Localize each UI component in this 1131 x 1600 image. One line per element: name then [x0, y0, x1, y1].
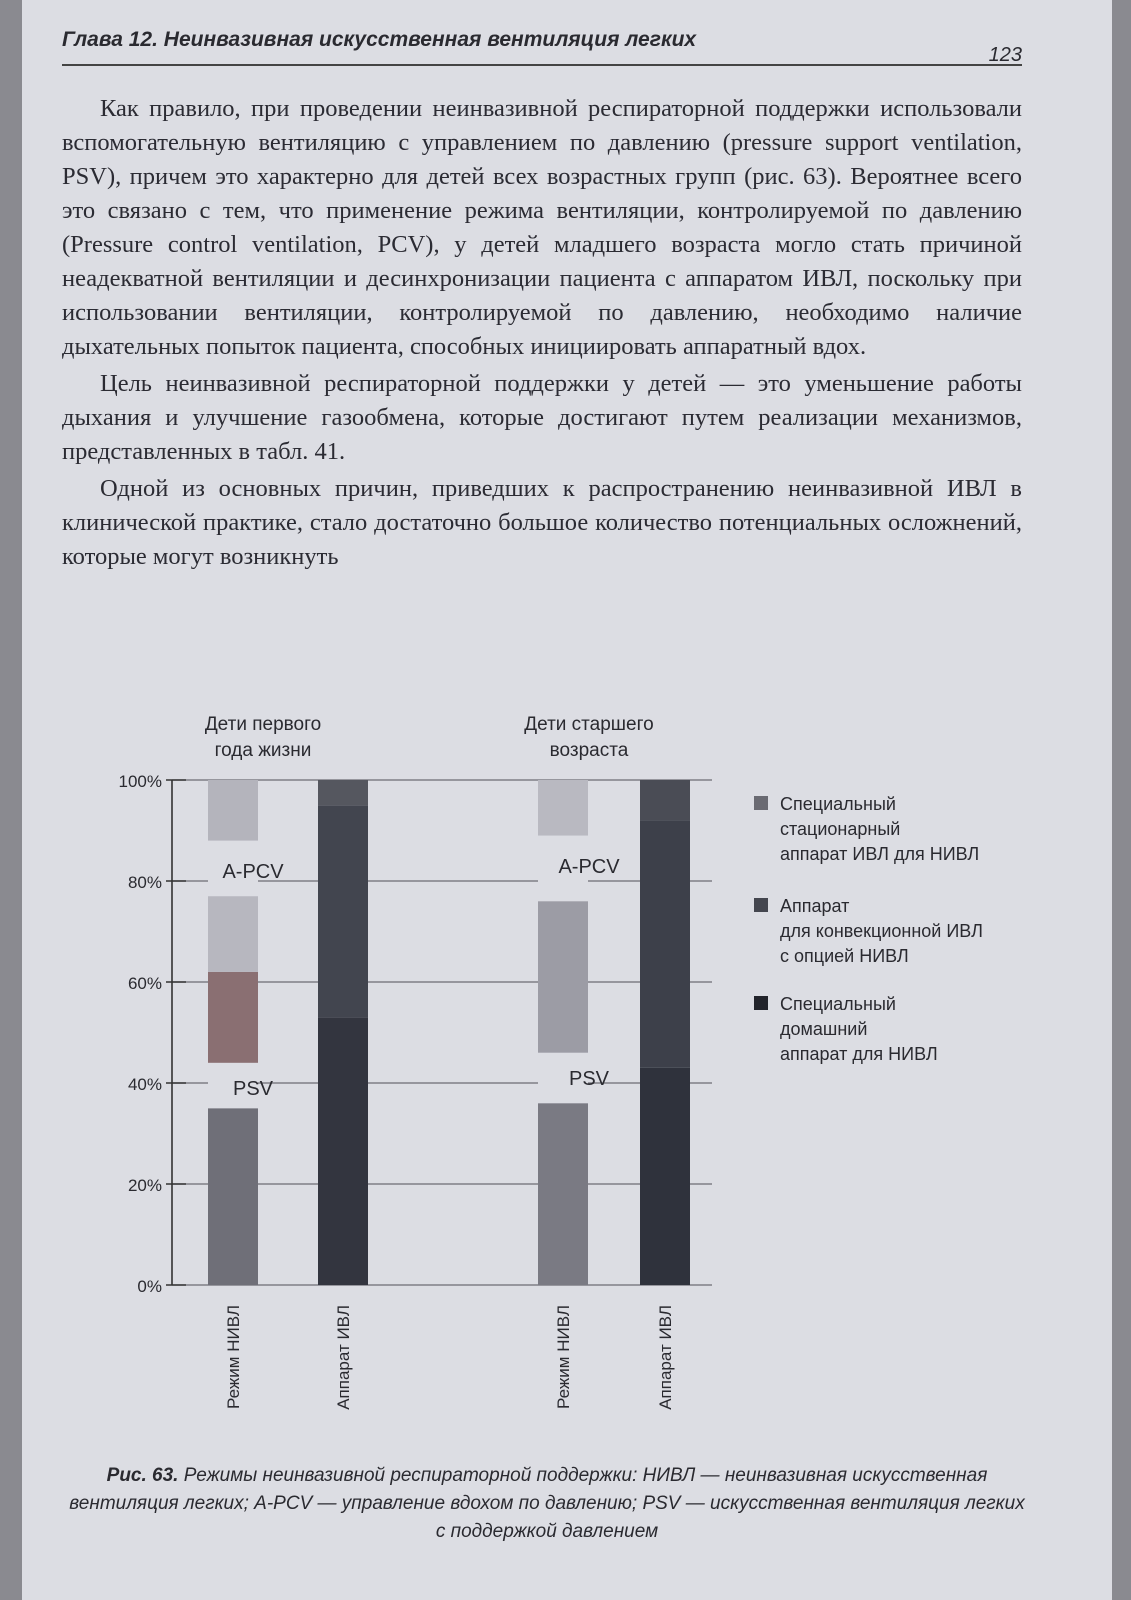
- legend-label: домашний: [780, 1019, 868, 1039]
- group-title: возраста: [549, 740, 629, 761]
- x-category-label: Режим НИВЛ: [554, 1305, 573, 1409]
- running-head: [62, 20, 1022, 66]
- running-title: Глава 12. Неинвазивная искусственная вентиляция легких: [62, 28, 697, 51]
- legend-label: для конвекционной ИВЛ: [780, 921, 983, 941]
- bar-segment: [538, 1103, 588, 1285]
- legend-label: Аппарат: [780, 896, 850, 916]
- segment-label: PSV: [568, 1067, 610, 1090]
- y-tick-label: 80%: [127, 873, 162, 892]
- book-page: [22, 0, 1112, 1600]
- paragraph-1: Как правило, при проведении неинвазивной респираторной поддержки использовали вспомогательную вентиляцию с управлением по давлению (pressure support ventilation, PSV), причем это характерно для детей всех возрастных групп (рис. 63). Вероятнее всего это связано с тем, что применение режима вентиляции, контролируемой по давлению (Pressure control ventilation, PCV), у детей младшего возраста могло стать причиной неадекватной вентиляции и десинхронизации пациента с аппаратом ИВЛ, поскольку при использовании вентиляции, контролируемой по давлению, необходимо наличие дыхательных попыток пациента, способных инициировать аппаратный вдох.: [62, 95, 1022, 360]
- bar-segment: [318, 805, 368, 1017]
- paragraph-3: Одной из основных причин, приведших к распространению неинвазивной ИВЛ в клинической практике, стало достаточно большое количество потенциальных осложнений, которые могут возникнуть: [62, 475, 1022, 570]
- legend-swatch: [754, 796, 768, 810]
- bar-segment: [640, 820, 690, 1067]
- group-title: года жизни: [214, 740, 312, 761]
- y-tick-label: 40%: [127, 1075, 162, 1094]
- segment-label: PSV: [232, 1078, 274, 1101]
- legend-swatch: [754, 898, 768, 912]
- bar-segment: [640, 1068, 690, 1285]
- y-tick-label: 60%: [127, 974, 162, 993]
- bar-segment: [208, 896, 258, 972]
- x-category-label: Режим НИВЛ: [224, 1305, 243, 1409]
- figure-caption: [62, 1462, 1032, 1546]
- bar-segment: [208, 972, 258, 1063]
- bar-segment: [318, 1017, 368, 1285]
- stacked-bar-chart: [62, 700, 1062, 1460]
- y-tick-label: 0%: [137, 1277, 162, 1296]
- x-category-label: Аппарат ИВЛ: [656, 1305, 675, 1410]
- legend-label: Специальный: [780, 794, 896, 814]
- group-title: Дети первого: [204, 714, 322, 735]
- bar-segment: [640, 780, 690, 820]
- group-title: Дети старшего: [524, 714, 654, 735]
- x-category-label: Аппарат ИВЛ: [334, 1305, 353, 1410]
- y-tick-label: 20%: [127, 1176, 162, 1195]
- bar-segment: [538, 901, 588, 1052]
- bar-segment: [208, 1108, 258, 1285]
- legend-label: аппарат для НИВЛ: [780, 1044, 938, 1064]
- legend-label: Специальный: [780, 994, 896, 1014]
- body-text: [62, 92, 1022, 577]
- legend-label: аппарат ИВЛ для НИВЛ: [780, 844, 980, 864]
- caption-label: Рис. 63.: [106, 1465, 179, 1486]
- legend-label: стационарный: [780, 819, 901, 839]
- legend-label: с опцией НИВЛ: [780, 946, 909, 966]
- bar-segment: [318, 780, 368, 805]
- bar-segment: [538, 780, 588, 836]
- y-tick-label: 100%: [118, 772, 162, 791]
- segment-label: A-PCV: [222, 860, 284, 883]
- bar-segment: [208, 780, 258, 841]
- page-number: 123: [988, 44, 1022, 66]
- legend-swatch: [754, 996, 768, 1010]
- caption-text: Режимы неинвазивной респираторной поддержки: НИВЛ — неинвазивная искусственная вентиляция легких; A-PCV — управление вдохом по давлению; PSV — искусственная вентиляция легких с поддержкой давлением: [69, 1465, 1025, 1542]
- paragraph-2: Цель неинвазивной респираторной поддержки у детей — это уменьшение работы дыхания и улучшение газообмена, которые достигают путем реализации механизмов, представленных в табл. 41.: [62, 370, 1022, 465]
- segment-label: A-PCV: [558, 855, 620, 878]
- figure-63: [62, 700, 1062, 1460]
